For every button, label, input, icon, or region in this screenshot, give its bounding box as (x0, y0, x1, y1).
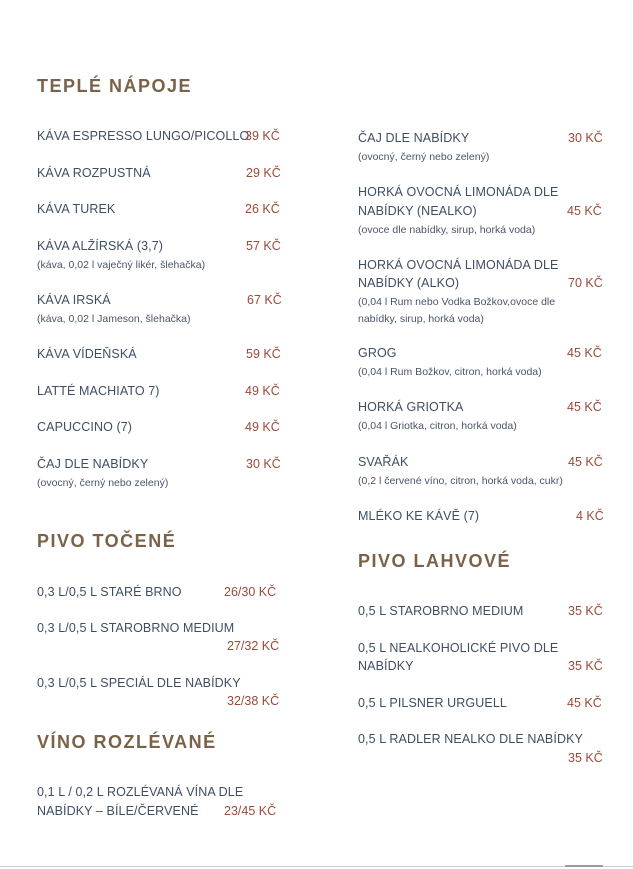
menu-item-name: HORKÁ GRIOTKA (358, 400, 464, 414)
menu-item-name-line2: NABÍDKY (358, 659, 414, 673)
menu-item-note: (0,04 l Griotka, citron, horká voda) (358, 420, 517, 432)
menu-item-price: 30 KČ (568, 131, 603, 145)
menu-item-price: 70 KČ (568, 276, 603, 290)
menu-item-name-line2: NABÍDKY – BÍLE/ČERVENÉ (37, 804, 199, 818)
menu-item-note: (0,04 l Rum Božkov, citron, horká voda) (358, 366, 542, 378)
section-title-bottled-beer: PIVO LAHVOVÉ (358, 551, 512, 571)
menu-item-price: 45 KČ (567, 696, 602, 710)
menu-item-note: (ovocný, černý nebo zelený) (37, 477, 169, 489)
menu-item-name: 0,1 L / 0,2 L ROZLÉVANÁ VÍNA DLE (37, 785, 244, 799)
menu-item-name: LATTÉ MACHIATO 7) (37, 384, 160, 398)
menu-item-name: SVAŘÁK (358, 455, 409, 469)
menu-item-price: 39 KČ (245, 129, 280, 143)
menu-item-name: KÁVA IRSKÁ (37, 293, 111, 307)
menu-item-name: MLÉKO KE KÁVĚ (7) (358, 509, 480, 523)
menu-item-name: 0,3 L/0,5 L STAROBRNO MEDIUM (37, 621, 235, 635)
menu-item-name-line2: NABÍDKY (ALKO) (358, 276, 460, 290)
menu-item-note-line2: nabídky, sirup, horká voda) (358, 313, 484, 325)
menu-item-price: 35 KČ (568, 604, 603, 618)
menu-item-price: 4 KČ (576, 509, 604, 523)
menu-item-name: 0,5 L NEALKOHOLICKÉ PIVO DLE (358, 641, 559, 655)
section-title-wine: VÍNO ROZLÉVANÉ (37, 732, 217, 752)
menu-item-name: KÁVA VÍDEŇSKÁ (37, 347, 137, 361)
menu-item-price: 35 KČ (568, 659, 603, 673)
menu-item-price: 29 KČ (246, 166, 281, 180)
menu-item-price: 49 KČ (245, 420, 280, 434)
menu-item-name: KÁVA TUREK (37, 202, 116, 216)
menu-item-name: 0,5 L RADLER NEALKO DLE NABÍDKY (358, 732, 583, 746)
menu-item-price: 45 KČ (567, 400, 602, 414)
menu-item-name: 0,5 L STAROBRNO MEDIUM (358, 604, 524, 618)
menu-item-price: 57 KČ (246, 239, 281, 253)
menu-item-price: 35 KČ (568, 751, 603, 765)
menu-item-price: 30 KČ (246, 457, 281, 471)
page-bottom-rule (0, 866, 633, 867)
menu-item-price: 67 KČ (247, 293, 282, 307)
menu-item-note: (0,2 l červené víno, citron, horká voda, cukr) (358, 475, 563, 487)
menu-item-name: CAPUCCINO (7) (37, 420, 133, 434)
menu-item-name: KÁVA ESPRESSO LUNGO/PICOLLO (37, 129, 250, 143)
section-title-draft-beer: PIVO TOČENÉ (37, 531, 177, 551)
menu-item-price: 45 KČ (567, 346, 602, 360)
menu-item-price: 23/45 KČ (224, 804, 277, 818)
menu-item-name: 0,3 L/0,5 L SPECIÁL DLE NABÍDKY (37, 676, 241, 690)
menu-item-note: (ovoce dle nabídky, sirup, horká voda) (358, 224, 536, 236)
menu-item-price: 26 KČ (245, 202, 280, 216)
menu-item-note: (0,04 l Rum nebo Vodka Božkov,ovoce dle (358, 296, 556, 308)
menu-item-name: GROG (358, 346, 397, 360)
menu-item-price: 45 KČ (567, 204, 602, 218)
menu-item-price: 45 KČ (568, 455, 603, 469)
menu-item-name: KÁVA ALŽÍRSKÁ (3,7) (37, 239, 164, 253)
menu-item-price: 26/30 KČ (224, 585, 277, 599)
menu-item-name: KÁVA ROZPUSTNÁ (37, 166, 151, 180)
menu-item-name-line2: NABÍDKY (NEALKO) (358, 204, 477, 218)
menu-item-name: 0,5 L PILSNER URGUELL (358, 696, 507, 710)
menu-item-price: 27/32 KČ (227, 639, 280, 653)
menu-item-price: 32/38 KČ (227, 694, 280, 708)
menu-item-name: ČAJ DLE NABÍDKY (358, 131, 470, 145)
page-bottom-mark (565, 865, 603, 867)
menu-item-price: 59 KČ (246, 347, 281, 361)
menu-item-name: HORKÁ OVOCNÁ LIMONÁDA DLE (358, 185, 559, 199)
menu-item-note: (ovocný, černý nebo zelený) (358, 151, 490, 163)
menu-item-price: 49 KČ (245, 384, 280, 398)
menu-item-name: ČAJ DLE NABÍDKY (37, 457, 149, 471)
section-title-warm-drinks: TEPLÉ NÁPOJE (37, 76, 193, 96)
menu-item-note: (káva, 0,02 l vaječný likér, šlehačka) (37, 259, 206, 271)
menu-item-name: HORKÁ OVOCNÁ LIMONÁDA DLE (358, 258, 559, 272)
menu-item-note: (káva, 0,02 l Jameson, šlehačka) (37, 313, 191, 325)
menu-item-name: 0,3 L/0,5 L STARÉ BRNO (37, 585, 182, 599)
